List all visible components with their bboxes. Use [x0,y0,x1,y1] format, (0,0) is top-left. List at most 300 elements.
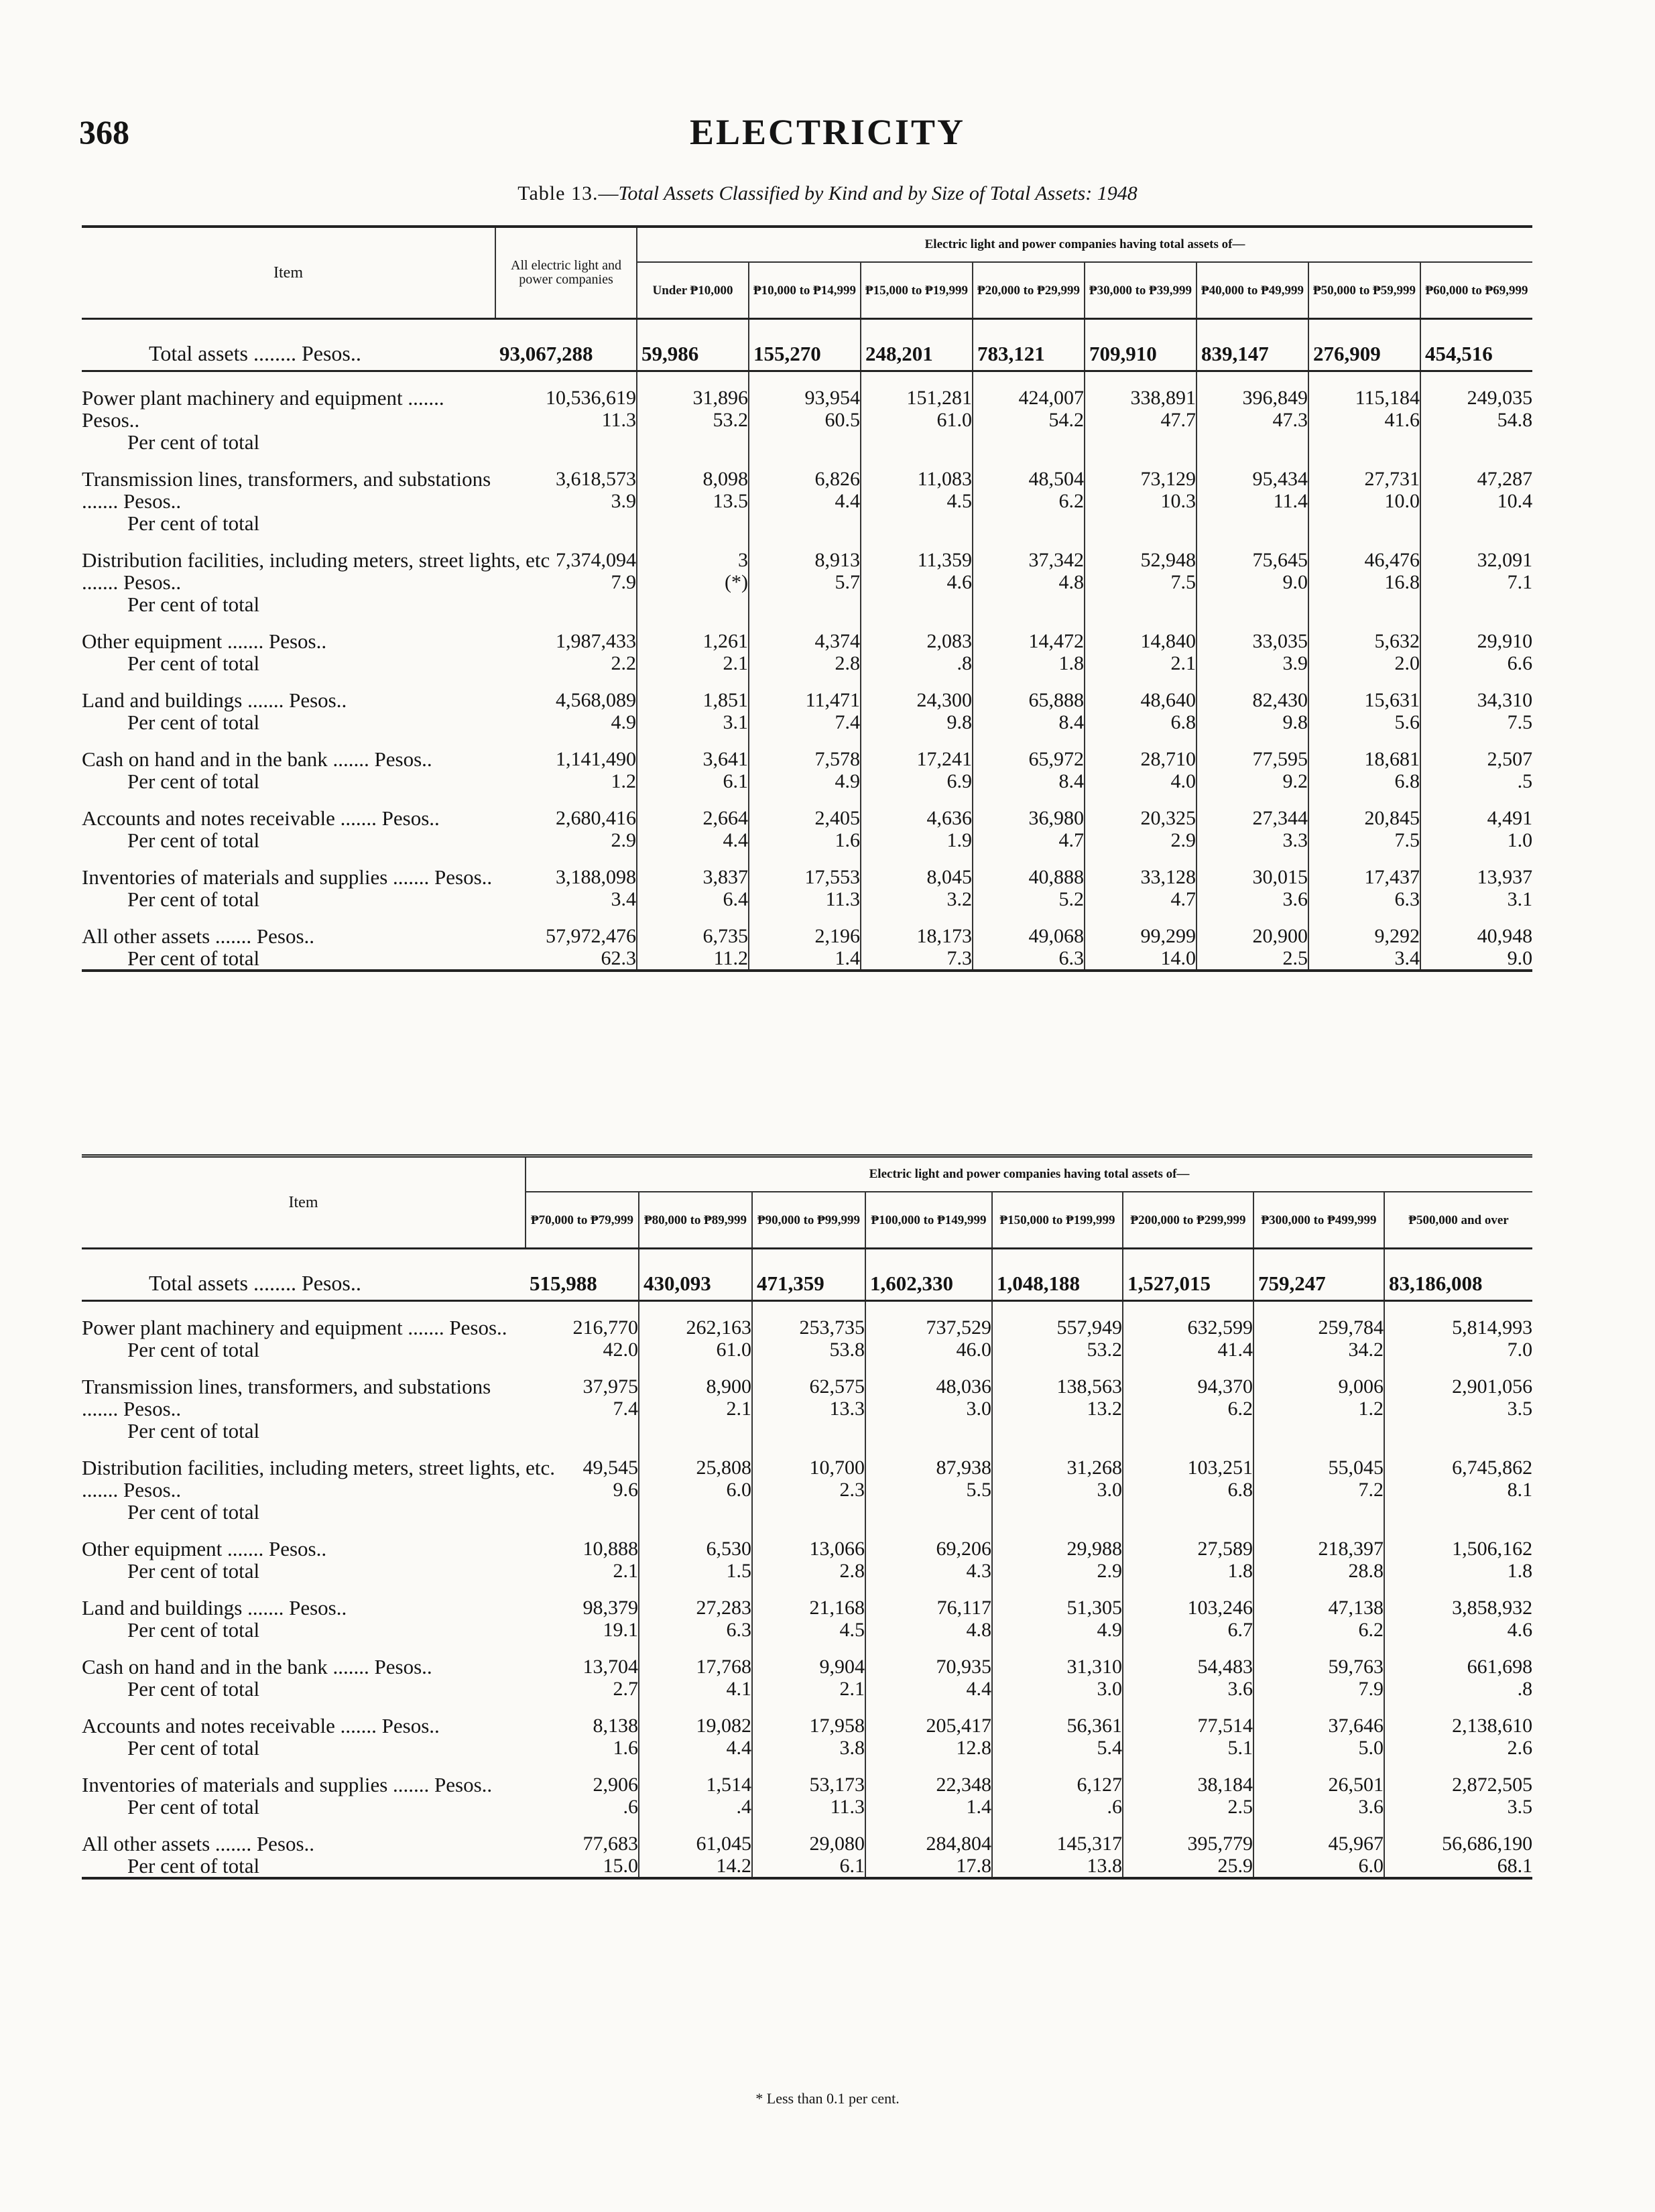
value-cell [861,866,973,910]
pesos-value: 10,700 [809,1457,865,1479]
table-title: Total Assets Classified by Kind and by Size of Total Assets: 1948 [618,182,1138,204]
asset-row [82,1375,1532,1442]
pesos-label: Pesos.. [289,1596,347,1619]
value-cell [861,689,973,733]
value-cell [861,387,973,453]
value-cell [495,866,637,910]
size-class-header: ₱100,000 to ₱149,999 [865,1192,992,1249]
pesos-value: 17,241 [916,748,972,770]
total-value-cell: 430,093 [639,1267,752,1301]
per-cent-value: 6.1 [723,770,748,792]
pesos-value: 14,840 [1140,630,1196,652]
per-cent-value: 6.3 [1394,888,1420,910]
pesos-value: 19,082 [696,1715,751,1737]
value-cell [1308,630,1420,674]
per-cent-label: Per cent of total [127,946,260,970]
value-cell [1123,1656,1253,1700]
pesos-value: 395,779 [1187,1833,1253,1855]
per-cent-value: 5.7 [835,571,860,593]
per-cent-value: 13.5 [713,490,748,512]
value-cell [1420,689,1532,733]
value-cell [1085,866,1197,910]
value-cell [637,387,749,453]
value-cell [526,1774,639,1818]
per-cent-label: Per cent of total [127,1795,260,1819]
pesos-label: Pesos.. [256,1832,315,1855]
value-cell [639,1597,752,1641]
value-cell [526,1597,639,1641]
pesos-value: 25,808 [696,1457,751,1479]
value-cell [1308,468,1420,534]
per-cent-value: 6.2 [1227,1398,1253,1420]
pesos-value: 6,127 [1077,1774,1122,1796]
per-cent-value: 2.5 [1282,947,1308,969]
pesos-value: 77,595 [1252,748,1308,770]
asset-row [82,387,1532,453]
pesos-value: 2,196 [814,925,860,947]
pesos-value: 396,849 [1242,387,1308,409]
pesos-value: 8,913 [814,549,860,571]
per-cent-label: Per cent of total [127,652,260,675]
pesos-value: 2,901,056 [1452,1375,1533,1398]
table-label: Table 13. [517,182,599,204]
per-cent-value: 12.8 [956,1737,991,1759]
value-cell [861,468,973,534]
pesos-value: 338,891 [1130,387,1196,409]
value-cell [639,1538,752,1582]
value-cell [1384,1375,1532,1442]
asset-row [82,1597,1532,1641]
pesos-value: 37,975 [583,1375,638,1398]
value-cell [752,1375,865,1442]
per-cent-value: 4.5 [946,490,972,512]
value-cell [865,1538,992,1582]
per-cent-value: 5.6 [1394,711,1420,733]
size-class-header: ₱150,000 to ₱199,999 [992,1192,1123,1249]
pesos-value: 18,681 [1364,748,1420,770]
per-cent-value: 6.4 [723,888,748,910]
per-cent-value: 6.7 [1227,1619,1253,1641]
pesos-value: 103,246 [1187,1597,1253,1619]
value-cell [1308,866,1420,910]
per-cent-value: 11.2 [713,947,748,969]
row-label: Other equipment ....... Pesos.. Per cent of total [82,630,495,674]
per-cent-value: 4.8 [1058,571,1084,593]
per-cent-value: 6.3 [1058,947,1084,969]
value-cell [1253,1597,1384,1641]
pesos-label: Pesos.. [301,341,361,365]
asset-label: Distribution facilities, including meters, street lights, etc. [82,1456,555,1479]
per-cent-value: 1.2 [611,770,636,792]
value-cell [1308,748,1420,792]
pesos-value: 2,138,610 [1452,1715,1533,1737]
value-cell [865,1715,992,1759]
asset-label: All other assets [82,924,210,948]
per-cent-value: 1.4 [966,1796,991,1818]
row-label: All other assets ....... Pesos.. Per cent of total [82,925,495,971]
value-cell [639,1833,752,1878]
per-cent-value: 14.2 [716,1855,751,1877]
pesos-value: 52,948 [1140,549,1196,571]
pesos-value: 33,128 [1140,866,1196,888]
value-cell [1123,1833,1253,1878]
value-cell [1420,387,1532,453]
pesos-value: 65,888 [1028,689,1084,711]
per-cent-value: 3.4 [1394,947,1420,969]
pesos-value: 65,972 [1028,748,1084,770]
value-cell [973,689,1085,733]
total-value-cell: 839,147 [1197,337,1308,371]
value-cell [1085,387,1197,453]
per-cent-value: 4.4 [726,1737,751,1759]
pesos-value: 2,872,505 [1452,1774,1533,1796]
per-cent-label: Per cent of total [127,1854,260,1878]
value-cell [749,866,861,910]
pesos-value: 77,514 [1197,1715,1253,1737]
asset-row [82,1833,1532,1878]
total-value-cell: 709,910 [1085,337,1197,371]
pesos-value: 424,007 [1018,387,1084,409]
per-cent-value: 62.3 [601,947,636,969]
per-cent-value: 6.1 [839,1855,865,1877]
per-cent-value: 3.6 [1227,1678,1253,1700]
pesos-value: 37,342 [1028,549,1084,571]
per-cent-value: 11.3 [825,888,860,910]
per-cent-value: .8 [1517,1678,1533,1700]
size-group-header: Electric light and power companies having total assets of— [526,1156,1532,1192]
value-cell [1420,468,1532,534]
value-cell [1197,468,1308,534]
asset-label: Land and buildings [82,688,243,712]
per-cent-value: 3.0 [966,1398,991,1420]
value-cell [639,1457,752,1523]
value-cell [1253,1656,1384,1700]
pesos-label: Pesos.. [289,688,347,712]
pesos-value: 49,068 [1028,925,1084,947]
size-class-header: ₱20,000 to ₱29,999 [973,262,1085,319]
asset-row [82,1316,1532,1361]
value-cell [637,689,749,733]
pesos-value: 37,646 [1328,1715,1384,1737]
per-cent-value: 3.3 [1282,829,1308,851]
per-cent-value: 61.0 [936,409,972,431]
pesos-label: Pesos.. [381,1714,440,1737]
value-cell [637,468,749,534]
pesos-value: 8,098 [702,468,748,490]
pesos-value: 1,141,490 [556,748,636,770]
value-cell [752,1457,865,1523]
value-cell [1384,1715,1532,1759]
row-label: Power plant machinery and equipment ....... Pesos.. Per cent of total [82,1316,526,1361]
pesos-value: 32,091 [1477,549,1533,571]
pesos-value: 77,683 [583,1833,638,1855]
page-number: 368 [79,113,129,151]
value-cell [495,468,637,534]
per-cent-value: 42.0 [603,1339,638,1361]
pesos-value: 9,904 [819,1656,865,1678]
per-cent-label: Per cent of total [127,1736,260,1760]
value-cell [973,925,1085,971]
value-cell [749,689,861,733]
size-class-header: ₱15,000 to ₱19,999 [861,262,973,319]
pesos-value: 3 [738,549,748,571]
per-cent-value: 8.1 [1507,1479,1533,1501]
value-cell [752,1538,865,1582]
per-cent-value: 2.0 [1394,652,1420,674]
per-cent-label: Per cent of total [127,828,260,852]
asset-label: All other assets [82,1832,210,1855]
value-cell [1123,1774,1253,1818]
per-cent-value: 7.5 [1507,711,1533,733]
per-cent-value: 3.0 [1097,1678,1122,1700]
per-cent-value: 6.3 [726,1619,751,1641]
pesos-value: 54,483 [1197,1656,1253,1678]
per-cent-value: 7.0 [1507,1339,1533,1361]
asset-label: Cash on hand and in the bank [82,1655,328,1678]
pesos-value: 3,837 [702,866,748,888]
pesos-value: 8,138 [593,1715,638,1737]
pesos-value: 11,471 [805,689,860,711]
total-value-cell: 59,986 [637,337,749,371]
per-cent-value: 54.8 [1497,409,1533,431]
pesos-label: Pesos.. [123,489,182,513]
pesos-value: 17,437 [1364,866,1420,888]
per-cent-value: .5 [1517,770,1533,792]
total-value-cell: 248,201 [861,337,973,371]
pesos-value: 4,374 [814,630,860,652]
value-cell [1123,1457,1253,1523]
pesos-label: Pesos.. [268,1537,327,1560]
row-label: Inventories of materials and supplies ....... Pesos.. Per cent of total [82,1774,526,1818]
value-cell [1308,689,1420,733]
pesos-value: 20,845 [1364,807,1420,829]
per-cent-value: 68.1 [1497,1855,1533,1877]
value-cell [1123,1538,1253,1582]
pesos-value: 10,536,619 [546,387,636,409]
value-cell [526,1833,639,1878]
pesos-value: 31,310 [1066,1656,1122,1678]
footnote: * Less than 0.1 per cent. [755,2090,900,2107]
size-class-header: ₱80,000 to ₱89,999 [639,1192,752,1249]
pesos-value: 262,163 [686,1316,751,1339]
pesos-value: 87,938 [936,1457,991,1479]
value-cell [992,1316,1123,1361]
total-value-cell: 759,247 [1253,1267,1384,1301]
value-cell [1197,630,1308,674]
value-cell [749,748,861,792]
pesos-value: 59,763 [1328,1656,1384,1678]
pesos-value: 93,954 [804,387,860,409]
per-cent-value: 11.3 [830,1796,865,1818]
per-cent-value: 4.9 [1097,1619,1122,1641]
size-class-header: ₱90,000 to ₱99,999 [752,1192,865,1249]
total-value-cell: 83,186,008 [1384,1267,1532,1301]
pesos-value: 14,472 [1028,630,1084,652]
pesos-value: 55,045 [1328,1457,1384,1479]
value-cell [1384,1656,1532,1700]
per-cent-value: 41.4 [1217,1339,1253,1361]
per-cent-label: Per cent of total [127,711,260,734]
pesos-value: 75,645 [1252,549,1308,571]
value-cell [1253,1316,1384,1361]
row-label: Inventories of materials and supplies ....... Pesos.. Per cent of total [82,866,495,910]
size-class-header: Under ₱10,000 [637,262,749,319]
pesos-value: 56,686,190 [1442,1833,1533,1855]
value-cell [973,549,1085,615]
value-cell [1253,1774,1384,1818]
per-cent-value: 9.2 [1282,770,1308,792]
per-cent-value: 47.7 [1160,409,1196,431]
per-cent-value: 4.6 [1507,1619,1533,1641]
per-cent-value: .6 [623,1796,638,1818]
per-cent-value: .6 [1107,1796,1122,1818]
value-cell [1308,387,1420,453]
pesos-value: 98,379 [583,1597,638,1619]
per-cent-value: 5.5 [966,1479,991,1501]
value-cell [973,387,1085,453]
item-header: Item [82,227,495,319]
per-cent-value: 6.0 [726,1479,751,1501]
per-cent-value: 4.0 [1170,770,1196,792]
per-cent-value: 6.8 [1227,1479,1253,1501]
value-cell [1420,630,1532,674]
total-value-cell: 515,988 [526,1267,639,1301]
per-cent-value: 53.2 [1087,1339,1122,1361]
pesos-value: 51,305 [1066,1597,1122,1619]
pesos-value: 205,417 [926,1715,991,1737]
pesos-value: 15,631 [1364,689,1420,711]
per-cent-value: (*) [725,571,748,593]
pesos-value: 1,851 [702,689,748,711]
per-cent-value: 1.5 [726,1560,751,1582]
total-value-cell: 1,048,188 [992,1267,1123,1301]
value-cell [1420,807,1532,851]
pesos-value: 259,784 [1318,1316,1384,1339]
pesos-value: 6,735 [702,925,748,947]
value-cell [1253,1538,1384,1582]
row-label: Power plant machinery and equipment ....... Pesos.. Per cent of total [82,387,495,453]
per-cent-label: Per cent of total [127,1338,260,1361]
per-cent-value: 3.9 [611,490,636,512]
row-label: Total assets ........ Pesos.. [82,337,495,371]
pesos-value: 6,745,862 [1452,1457,1533,1479]
value-cell [861,925,973,971]
size-class-header: ₱10,000 to ₱14,999 [749,262,861,319]
value-cell [752,1316,865,1361]
asset-label: Transmission lines, transformers, and substations [82,467,491,491]
value-cell [992,1774,1123,1818]
value-cell [637,807,749,851]
asset-row [82,1457,1532,1523]
per-cent-value: 3.8 [839,1737,865,1759]
per-cent-value: 3.2 [946,888,972,910]
value-cell [749,630,861,674]
asset-label: Accounts and notes receivable [82,806,335,830]
pesos-value: 6,826 [814,468,860,490]
row-label: Distribution facilities, including meters, street lights, etc. ....... Pesos.. Per cent of total [82,1456,555,1524]
pesos-value: 5,814,993 [1452,1316,1533,1339]
value-cell [861,807,973,851]
asset-row [82,748,1532,792]
value-cell [637,925,749,971]
pesos-value: 7,578 [814,748,860,770]
total-value-cell: 454,516 [1420,337,1532,371]
total-assets-row [82,337,1532,371]
pesos-value: 3,188,098 [556,866,636,888]
asset-row [82,1774,1532,1818]
row-label: Transmission lines, transformers, and substations ....... Pesos.. Per cent of total [82,1375,526,1442]
all-companies-header: All electric light and power companies [495,227,637,319]
per-cent-value: 2.6 [1507,1737,1533,1759]
pesos-value: 57,972,476 [546,925,636,947]
row-label: Land and buildings ....... Pesos.. Per cent of total [82,689,495,733]
pesos-value: 31,268 [1066,1457,1122,1479]
value-cell [637,866,749,910]
per-cent-value: 7.9 [1358,1678,1384,1700]
value-cell [1420,925,1532,971]
per-cent-value: 5.2 [1058,888,1084,910]
pesos-value: 1,514 [706,1774,751,1796]
value-cell [495,807,637,851]
pesos-value: 61,045 [696,1833,751,1855]
pesos-value: 62,575 [809,1375,865,1398]
total-value-cell: 471,359 [752,1267,865,1301]
per-cent-value: 61.0 [716,1339,751,1361]
value-cell [752,1715,865,1759]
value-cell [861,630,973,674]
value-cell [992,1656,1123,1700]
value-cell [752,1656,865,1700]
pesos-value: 48,504 [1028,468,1084,490]
value-cell [1384,1538,1532,1582]
value-cell [865,1457,992,1523]
asset-label: Power plant machinery and equipment [82,1316,403,1339]
assets-table-large-companies [82,1154,1532,1880]
pesos-value: 5,632 [1374,630,1420,652]
value-cell [992,1715,1123,1759]
pesos-value: 115,184 [1355,387,1420,409]
value-cell [639,1316,752,1361]
row-label: Distribution facilities, including meters, street lights, etc ....... Pesos.. Per cent of total [82,548,550,616]
per-cent-label: Per cent of total [127,1677,260,1701]
pesos-label: Pesos.. [434,1773,493,1796]
per-cent-label: Per cent of total [127,1618,260,1642]
per-cent-value: 6.6 [1507,652,1533,674]
value-cell [1085,925,1197,971]
pesos-value: 31,896 [692,387,748,409]
per-cent-value: 9.6 [613,1479,638,1501]
value-cell [1253,1457,1384,1523]
per-cent-label: Per cent of total [127,770,260,793]
value-cell [1085,807,1197,851]
pesos-value: 27,731 [1364,468,1420,490]
value-cell [1308,807,1420,851]
pesos-value: 82,430 [1252,689,1308,711]
per-cent-value: 6.2 [1358,1619,1384,1641]
per-cent-value: 6.9 [946,770,972,792]
row-label: Cash on hand and in the bank ....... Pesos.. Per cent of total [82,748,495,792]
per-cent-value: 13.8 [1087,1855,1122,1877]
pesos-value: 27,344 [1252,807,1308,829]
total-assets-label: Total assets [149,341,248,365]
value-cell [1123,1715,1253,1759]
row-label: Other equipment ....... Pesos.. Per cent of total [82,1538,526,1582]
value-cell [639,1774,752,1818]
per-cent-value: 4.8 [966,1619,991,1641]
per-cent-value: 7.3 [946,947,972,969]
value-cell [1197,689,1308,733]
pesos-value: 76,117 [936,1597,991,1619]
